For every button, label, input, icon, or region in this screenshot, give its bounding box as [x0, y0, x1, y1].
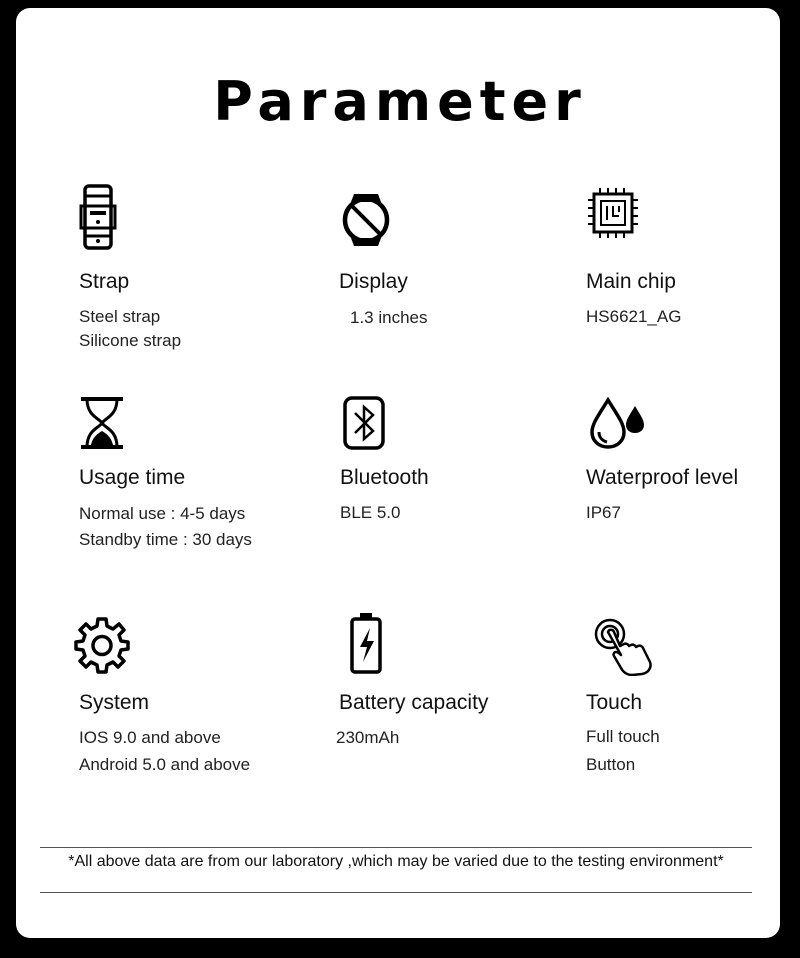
- spec-label: Display: [339, 270, 408, 293]
- watch-display-icon: [339, 190, 399, 254]
- touch-hand-icon: [594, 618, 654, 682]
- spec-value: BLE 5.0: [340, 503, 401, 522]
- spec-label: Main chip: [586, 270, 676, 293]
- water-drops-icon: [586, 396, 646, 460]
- footnote: *All above data are from our laboratory ,which may be varied due to the testing environment*: [40, 847, 752, 893]
- spec-label: Battery capacity: [339, 691, 489, 714]
- spec-label: Strap: [79, 270, 130, 293]
- spec-value: Standby time : 30 days: [79, 530, 252, 549]
- hourglass-icon: [79, 396, 139, 460]
- spec-value: Steel strap: [79, 307, 161, 326]
- spec-value: Button: [586, 755, 636, 774]
- spec-value: HS6621_AG: [586, 307, 682, 326]
- spec-value: Full touch: [586, 727, 660, 746]
- watch-strap-icon: [79, 184, 139, 248]
- spec-value: Normal use : 4-5 days: [79, 504, 246, 523]
- spec-value: IP67: [586, 503, 621, 522]
- spec-label: Waterproof level: [586, 466, 739, 489]
- battery-icon: [349, 612, 409, 676]
- chip-icon: [586, 186, 646, 250]
- spec-value: Silicone strap: [79, 331, 182, 350]
- spec-label: Usage time: [79, 466, 186, 489]
- page-title: Parameter: [213, 70, 587, 133]
- spec-label: Touch: [586, 691, 643, 714]
- spec-value: 1.3 inches: [350, 308, 428, 327]
- spec-value: IOS 9.0 and above: [79, 728, 221, 747]
- spec-label: System: [79, 691, 150, 714]
- spec-label: Bluetooth: [340, 466, 429, 489]
- bluetooth-icon: [342, 396, 402, 460]
- spec-value: Android 5.0 and above: [79, 755, 251, 774]
- spec-value: 230mAh: [336, 728, 400, 747]
- gear-icon: [73, 616, 133, 680]
